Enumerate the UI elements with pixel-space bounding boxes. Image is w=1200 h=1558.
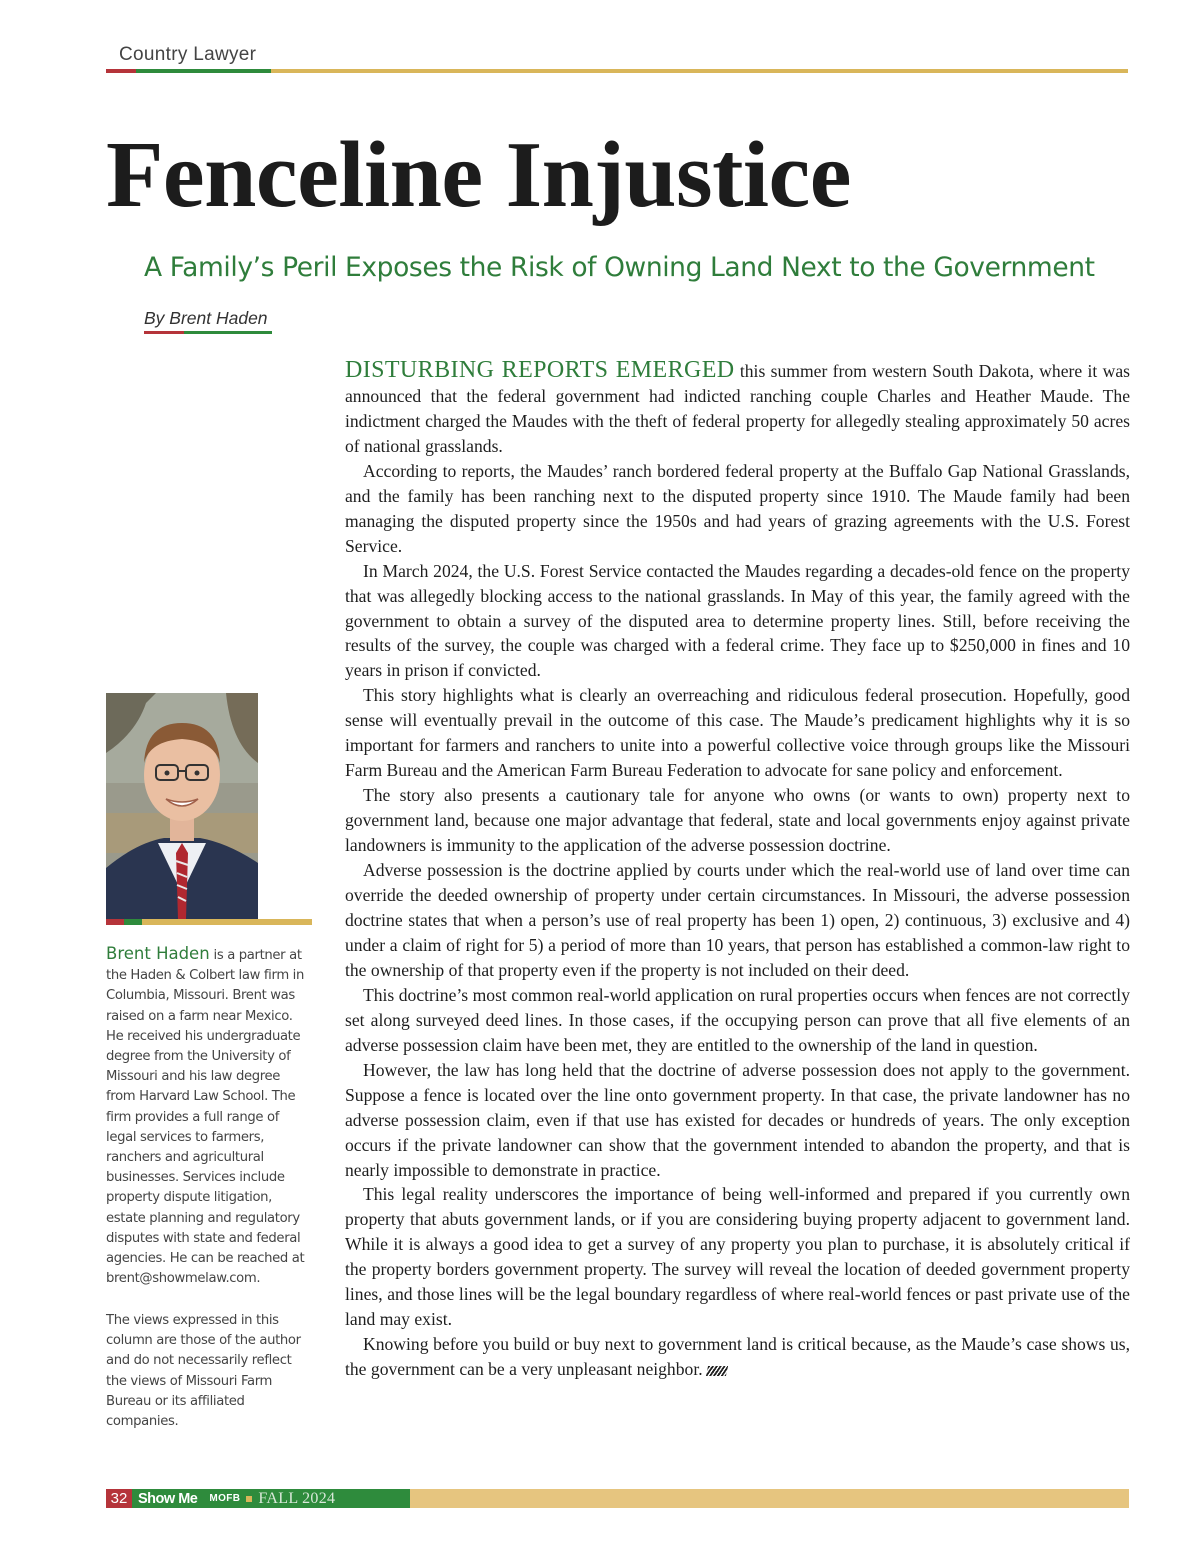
bio-text: is a partner at the Haden & Colbert law firm in Columbia, Missouri. Brent was raised on a farm near Mexico. He received his undergraduate degree from the University of Missouri and his law degree from Harvard Law School. The firm provides a full range of legal services to farmers, ranchers and agricultural businesses. Services include property dispute litigation, estate planning and regulatory disputes with state and federal agencies. He can be reached at brent@showmelaw.com. [106, 948, 305, 1287]
paragraph: DISTURBING REPORTS EMERGED this summer from western South Dakota, where it was announced that the federal government had indicted ranching couple Charles and Heather Maude. The indictment charged the Maudes with the theft of federal property for allegedly stealing approximately 50 acres of national grasslands. [345, 357, 1130, 456]
article-title: Fenceline Injustice [106, 123, 851, 227]
footer-bar [410, 1489, 1129, 1508]
author-photo [106, 693, 258, 919]
page-number: 32 [106, 1489, 132, 1508]
paragraph: Adverse possession is the doctrine applied by courts under which the real-world use of land over time can override the deeded ownership of property under certain circumstances. In Missouri, the adverse possession doctrine states that when a person’s use of real property has been 1) open, 2) continuous, 3) exclusive and 4) under a claim of right for 5) a period of more than 10 years, that person has established a common-law right to the ownership of that property even if the property is not included on their deed. [345, 860, 1130, 980]
section-label: Country Lawyer [119, 44, 257, 65]
paragraph: According to reports, the Maudes’ ranch bordered federal property at the Buffalo Gap National Grasslands, and the family has been ranching next to the disputed property since 1910. The Maude family had been managing the disputed property since the 1950s and had years of grazing agreements with the U.S. Forest Service. [345, 460, 1130, 556]
paragraph: The story also presents a cautionary tale for anyone who owns (or wants to own) property next to government land, because one major advantage that federal, state and local governments enjoy against private landowners is immunity to the application of the adverse possession doctrine. [345, 785, 1130, 856]
author-bio [106, 944, 311, 1289]
byline: By Brent Haden [144, 308, 268, 328]
org-name: MOFB [209, 1493, 241, 1504]
paragraph: This doctrine’s most common real-world application on rural properties occurs when fences are not correctly set along surveyed deed lines. In those cases, if the occupying person can prove that all five elements of an adverse possession claim have been met, they are entitled to the ownership of the land in question. [345, 984, 1130, 1055]
farm-bureau-logo-icon [706, 1366, 728, 1376]
paragraph: This story highlights what is clearly an overreaching and ridiculous federal prosecution. Hopefully, good sense will eventually prevail in the outcome of this case. The Maude’s predicament highlights why it is so important for farmers and ranchers to unite into a powerful collective voice through groups like the Missouri Farm Bureau and the American Farm Bureau Federation to advocate for sane policy and enforcement. [345, 685, 1130, 781]
author-portrait-icon [106, 693, 258, 919]
footer-masthead [132, 1489, 410, 1508]
paragraph: However, the law has long held that the doctrine of adverse possession does not apply to the government. Suppose a fence is located over the line onto government property. In that case, the private landowner has no adverse possession claim, even if that use has existed for decades or hundreds of years. The only exception occurs if the private landowner can show that the government intended to abandon the property, and that is nearly impossible to demonstrate in practice. [345, 1059, 1130, 1180]
magazine-name: Show Me [138, 1490, 198, 1507]
article-subtitle: A Family’s Peril Exposes the Risk of Owning Land Next to the Government [144, 252, 1095, 283]
separator-square-icon [246, 1496, 252, 1502]
bio-name: Brent Haden [106, 944, 210, 963]
article-body [345, 358, 1130, 1382]
page-footer [106, 1489, 1129, 1508]
paragraph: In March 2024, the U.S. Forest Service contacted the Maudes regarding a decades-old fence on the property that was allegedly blocking access to the national grasslands. In May of this year, the family agreed with the government to obtain a survey of the disputed area to determine property lines. Still, before receiving the results of the survey, the couple was charged with a federal crime. They face up to $250,000 in fines and 10 years in prison if convicted. [345, 560, 1130, 681]
paragraph: This legal reality underscores the importance of being well-informed and prepared if you currently own property that abuts government lands, or if you are considering buying property adjacent to government land. While it is always a good idea to get a survey of any property you plan to purchase, it is absolutely critical if the property borders government property. The survey will reveal the location of deeded government property lines, and those lines will be the legal boundary regardless of where real-world fences or past private use of the land may exist. [345, 1184, 1130, 1330]
paragraph: Knowing before you build or buy next to government land is critical because, as the Maude’s case shows us, the government can be a very unpleasant neighbor. [345, 1334, 1130, 1380]
byline-rule [144, 331, 272, 334]
lead-in: DISTURBING REPORTS EMERGED [345, 357, 735, 383]
issue-label: FALL 2024 [258, 1489, 336, 1507]
photo-rule [106, 919, 312, 925]
disclaimer: The views expressed in this column are those of the author and do not necessarily reflect the views of Missouri Farm Bureau or its affiliated companies. [106, 1313, 301, 1430]
header-rule [106, 69, 1128, 73]
